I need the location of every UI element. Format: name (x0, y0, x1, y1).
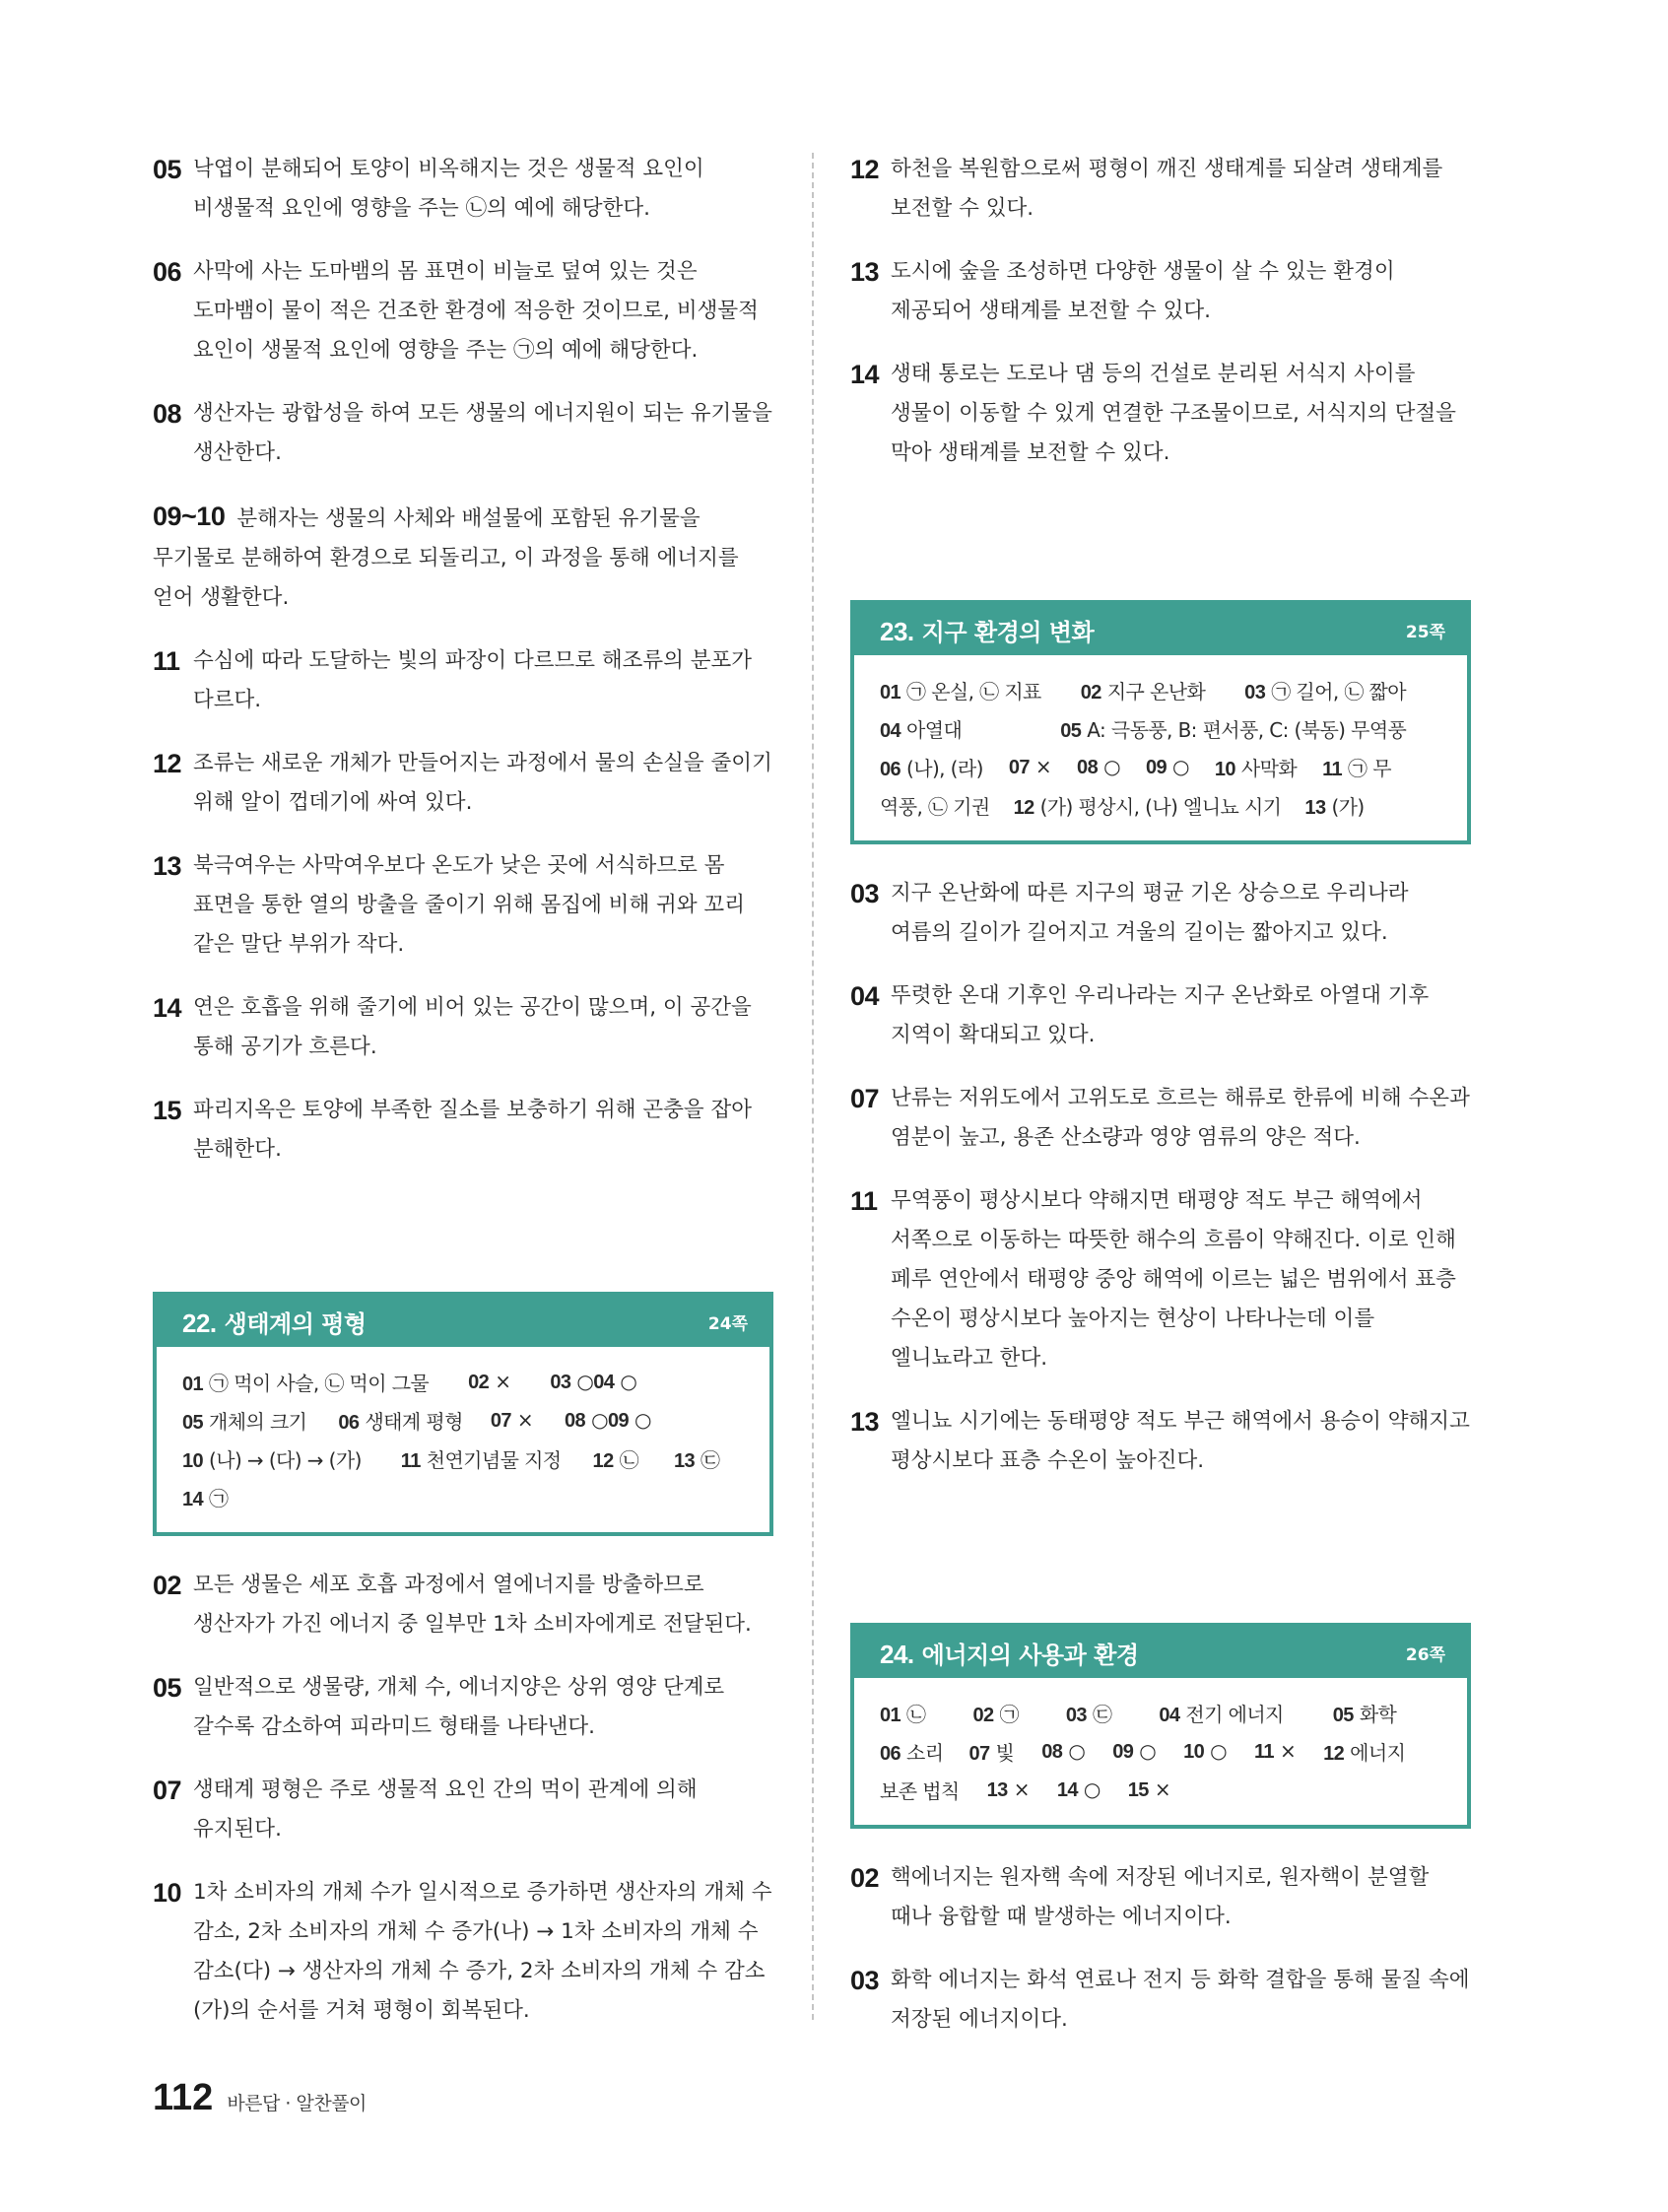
answer-row (182, 1363, 744, 1401)
answer-text: 아열대 (906, 718, 963, 742)
answer-text: ㉢ (1092, 1703, 1112, 1726)
answer-text: (가) 평상시, (나) 엘니뇨 시기 (1039, 795, 1282, 819)
item-text: 생태 통로는 도로나 댐 등의 건설로 분리된 서식지 사이를 생물이 이동할 수 있게 연결한 구조물이므로, 서식지의 단절을 막아 생태계를 보전할 수 있다. (891, 362, 1456, 465)
explanation-item (850, 150, 1471, 229)
answer-text: 보존 법칙 (880, 1779, 960, 1803)
answer-number: 12 (1323, 1743, 1345, 1765)
answer-cell (1304, 791, 1364, 820)
answer-box-body (157, 1347, 769, 1532)
right-column (850, 150, 1471, 2063)
answer-text: ○ (591, 1408, 608, 1432)
item-text: 생태계 평형은 주로 생물적 요인 간의 먹이 관계에 의해 유지된다. (193, 1777, 698, 1842)
answer-box-header (854, 604, 1467, 655)
answer-cell (593, 1370, 636, 1394)
answer-cell (182, 1483, 228, 1511)
answer-number: 08 (1077, 757, 1099, 778)
item-number: 07 (153, 1776, 182, 1805)
answer-text: ○ (1139, 1739, 1157, 1763)
item-number: 13 (850, 1407, 880, 1437)
page-number: 112 (153, 2077, 214, 2118)
answer-number: 05 (182, 1412, 204, 1434)
answer-number: 13 (986, 1779, 1008, 1801)
item-number: 12 (850, 155, 880, 184)
explanations-list (153, 1566, 773, 2031)
answer-cell (182, 1368, 429, 1396)
item-number: 13 (850, 257, 880, 287)
item-number: 14 (850, 360, 880, 389)
item-number: 08 (153, 399, 182, 429)
explanations-list (850, 150, 1471, 473)
answer-text: ○ (576, 1370, 594, 1393)
item-text: 엘니뇨 시기에는 동태평양 적도 부근 해역에서 용승이 약해지고 평상시보다 표층 수온이 높아진다. (891, 1409, 1470, 1473)
item-text: 1차 소비자의 개체 수가 일시적으로 증가하면 생산자의 개체 수 감소, 2차 소비자의 개체 수 증가(나) → 1차 소비자의 개체 수 감소(다) → 생산자의 개체 수 증가, 2차 소비자의 개체 수 감소(가)의 순서를 거쳐 평형이 회복된다. (193, 1880, 772, 2023)
answer-box-header (854, 1627, 1467, 1678)
answer-box-body (854, 1678, 1467, 1825)
answer-cell (880, 714, 962, 743)
explanations-list (153, 150, 773, 1170)
answer-number: 02 (972, 1705, 994, 1726)
explanation-item (850, 1079, 1471, 1158)
answer-box-title: 22. 생태계의 평형 (182, 1307, 367, 1338)
answer-number: 01 (880, 1705, 901, 1726)
item-text: 모든 생물은 세포 호흡 과정에서 열에너지를 방출하므로 생산자가 가진 에너지 중 일부만 1차 소비자에게로 전달된다. (193, 1573, 752, 1637)
answer-number: 11 (1322, 759, 1343, 780)
answer-cell (182, 1406, 306, 1435)
answer-number: 12 (592, 1450, 614, 1472)
explanation-item (153, 988, 773, 1067)
left-column (153, 150, 773, 2054)
item-text: 낙엽이 분해되어 토양이 비옥해지는 것은 생물적 요인이 비생물적 요인에 영향을 주는 ㉡의 예에 해당한다. (193, 157, 704, 221)
column-divider (812, 153, 814, 2020)
answer-cell (1254, 1739, 1296, 1764)
explanation-item (850, 1402, 1471, 1481)
item-text: 분해자는 생물의 사체와 배설물에 포함된 유기물을 무기물로 분해하여 환경으로 되돌리고, 이 과정을 통해 에너지를 얻어 생활한다. (153, 506, 739, 610)
answer-text: (나) → (다) → (가) (209, 1448, 362, 1472)
answer-text: 빛 (995, 1741, 1015, 1765)
answer-number: 09 (1145, 757, 1167, 778)
explanation-item (153, 641, 773, 720)
answer-text: ○ (1083, 1777, 1101, 1801)
explanation-item (850, 874, 1471, 953)
item-text: 북극여우는 사막여우보다 온도가 낮은 곳에 서식하므로 몸 표면을 통한 열의 방출을 줄이기 위해 몸집에 비해 귀와 꼬리 같은 말단 부위가 작다. (193, 853, 745, 957)
answer-row (182, 1478, 744, 1516)
item-number: 11 (850, 1186, 878, 1216)
answer-number: 04 (880, 720, 901, 742)
answer-number: 02 (468, 1372, 490, 1393)
answer-text: × (1154, 1777, 1170, 1801)
answer-number: 13 (674, 1450, 696, 1472)
item-text: 생산자는 광합성을 하여 모든 생물의 에너지원이 되는 유기물을 생산한다. (193, 401, 772, 465)
item-number: 03 (850, 879, 880, 908)
answer-cell (550, 1370, 593, 1394)
answer-cell (1077, 755, 1120, 779)
explanation-item (153, 150, 773, 229)
page-footer (153, 2077, 367, 2119)
item-number: 14 (153, 993, 182, 1023)
answer-text: ㉡ (906, 1703, 926, 1726)
item-number: 15 (153, 1096, 182, 1125)
answer-text: × (1013, 1777, 1030, 1801)
explanations-list (850, 1858, 1471, 2040)
answer-number: 06 (880, 1743, 901, 1765)
item-text: 연은 호흡을 위해 줄기에 비어 있는 공간이 많으며, 이 공간을 통해 공기가 흐른다. (193, 995, 752, 1059)
answer-cell (1128, 1777, 1170, 1802)
explanation-item (850, 252, 1471, 331)
answer-cell (1009, 755, 1051, 779)
answer-number: 01 (182, 1374, 204, 1395)
item-text: 일반적으로 생물량, 개체 수, 에너지양은 상위 영양 단계로 갈수록 감소하여 피라미드 형태를 나타낸다. (193, 1675, 725, 1739)
answer-number: 13 (1304, 797, 1326, 819)
answer-number: 09 (1112, 1741, 1134, 1763)
item-text: 핵에너지는 원자핵 속에 저장된 에너지로, 원자핵이 분열할 때나 융합할 때 발생하는 에너지이다. (891, 1865, 1430, 1929)
answer-number: 07 (490, 1410, 511, 1432)
answer-cell (880, 791, 990, 820)
answer-box-22 (153, 1292, 773, 1536)
explanation-item (153, 1873, 773, 2031)
item-number: 06 (153, 257, 182, 287)
answer-text: 에너지 (1350, 1741, 1406, 1765)
answer-cell (565, 1408, 608, 1433)
answer-cell (1146, 755, 1189, 779)
answer-cell (987, 1777, 1030, 1802)
answer-box-page: 24쪽 (707, 1313, 748, 1334)
answer-cell (880, 1699, 925, 1727)
answer-cell (1333, 1699, 1397, 1727)
item-text: 도시에 숲을 조성하면 다양한 생물이 살 수 있는 환경이 제공되어 생태계를 보전할 수 있다. (891, 259, 1395, 323)
item-text: 파리지옥은 토양에 부족한 질소를 보충하기 위해 곤충을 잡아 분해한다. (193, 1098, 753, 1162)
answer-cell (1112, 1739, 1156, 1764)
answer-number: 14 (1056, 1779, 1078, 1801)
explanation-item (153, 1668, 773, 1747)
answer-cell (401, 1444, 562, 1473)
answer-number: 06 (880, 759, 901, 780)
item-number: 02 (153, 1571, 182, 1600)
answer-cell (880, 753, 983, 781)
answer-cell (1323, 1737, 1405, 1766)
item-number: 13 (153, 851, 182, 881)
item-text: 뚜렷한 온대 기후인 우리나라는 지구 온난화로 아열대 기후 지역이 확대되고 있다. (891, 983, 1430, 1047)
answer-cell (880, 1776, 960, 1804)
item-number: 11 (153, 646, 180, 676)
explanation-item (153, 744, 773, 823)
item-number: 04 (850, 981, 880, 1011)
answer-text: × (495, 1370, 511, 1393)
answer-text: 소리 (906, 1741, 944, 1765)
answer-cell (880, 1737, 944, 1766)
answer-row (182, 1440, 744, 1478)
item-text: 수심에 따라 도달하는 빛의 파장이 다르므로 해조류의 분포가 다르다. (193, 648, 753, 712)
item-number: 12 (153, 749, 182, 778)
answer-text: ○ (1210, 1739, 1227, 1763)
answer-cell (969, 1737, 1015, 1766)
answer-text: × (1279, 1739, 1297, 1763)
answer-text: × (516, 1408, 534, 1432)
footer-label: 바른답 · 알찬풀이 (227, 2093, 367, 2114)
answer-box-title: 23. 지구 환경의 변화 (880, 616, 1095, 646)
answer-row (880, 1771, 1441, 1809)
answer-box-header (157, 1296, 769, 1347)
answer-cell (1041, 1739, 1085, 1764)
answer-text: 전기 에너지 (1185, 1703, 1284, 1726)
answer-row (880, 1694, 1441, 1732)
answer-text: ○ (1103, 755, 1120, 778)
answer-number: 11 (400, 1450, 421, 1472)
answer-cell (1060, 714, 1406, 743)
answer-box-24 (850, 1623, 1471, 1829)
answer-box-body (854, 655, 1467, 840)
answer-number: 02 (1080, 682, 1101, 704)
item-number: 09~10 (153, 502, 226, 531)
answer-cell (338, 1406, 462, 1435)
answer-text: A: 극동풍, B: 편서풍, C: (북동) 무역풍 (1087, 718, 1407, 742)
answer-box-23 (850, 600, 1471, 844)
item-number: 07 (850, 1084, 880, 1113)
answer-number: 07 (1008, 757, 1030, 778)
item-number: 05 (153, 1673, 182, 1703)
answer-cell (491, 1408, 533, 1433)
answer-text: 역풍, ㉡ 기권 (880, 795, 990, 819)
answer-number: 03 (1065, 1705, 1087, 1726)
answer-number: 01 (880, 682, 901, 704)
answer-text: (가) (1331, 795, 1365, 819)
item-text: 조류는 새로운 개체가 만들어지는 과정에서 물의 손실을 줄이기 위해 알이 껍데기에 싸여 있다. (193, 751, 772, 815)
answer-box-page: 26쪽 (1405, 1644, 1445, 1665)
explanation-item (153, 846, 773, 965)
answer-row (880, 748, 1441, 786)
answer-number: 05 (1060, 720, 1082, 742)
answer-text: 개체의 크기 (209, 1410, 307, 1434)
answer-text: 화학 (1359, 1703, 1397, 1726)
answer-number: 08 (565, 1410, 586, 1432)
answer-number: 07 (968, 1743, 990, 1765)
explanation-item (153, 497, 773, 618)
answer-text: ㉠ (209, 1487, 229, 1510)
answer-number: 10 (1214, 759, 1235, 780)
item-number: 03 (850, 1966, 880, 1995)
explanation-item (850, 1181, 1471, 1378)
answer-text: 생태계 평형 (365, 1410, 463, 1434)
answer-number: 05 (1332, 1705, 1354, 1726)
answer-text: 사막화 (1240, 757, 1298, 780)
explanation-item (850, 1858, 1471, 1937)
answer-cell (468, 1370, 510, 1394)
answer-row (880, 671, 1441, 709)
item-text: 사막에 사는 도마뱀의 몸 표면이 비늘로 덮여 있는 것은 도마뱀이 물이 적은 건조한 환경에 적응한 것이므로, 비생물적 요인이 생물적 요인에 영향을 주는 ㉠의 예에 해당한다. (193, 259, 759, 363)
answer-text: 지구 온난화 (1106, 680, 1206, 704)
answer-cell (1081, 676, 1205, 704)
answer-text: ㉢ (701, 1448, 720, 1472)
explanations-list (850, 874, 1471, 1481)
answer-number: 12 (1013, 797, 1034, 819)
item-number: 10 (153, 1878, 182, 1908)
answer-number: 10 (182, 1450, 204, 1472)
answer-number: 11 (1254, 1741, 1274, 1763)
answer-text: ○ (1172, 755, 1189, 778)
answer-number: 04 (593, 1372, 615, 1393)
answer-cell (1322, 753, 1391, 781)
explanation-item (153, 1771, 773, 1849)
explanation-item (850, 976, 1471, 1055)
answer-cell (1057, 1777, 1101, 1802)
explanation-item (850, 355, 1471, 473)
answer-row (880, 1732, 1441, 1771)
answer-text: (나), (라) (906, 757, 983, 780)
answer-cell (1244, 676, 1406, 704)
explanation-item (153, 1566, 773, 1644)
answer-cell (182, 1444, 362, 1473)
explanation-item (153, 394, 773, 473)
item-text: 하천을 복원함으로써 평형이 깨진 생태계를 되살려 생태계를 보전할 수 있다. (891, 157, 1443, 221)
answer-number: 09 (607, 1410, 629, 1432)
answer-cell (1159, 1699, 1283, 1727)
answer-box-page: 25쪽 (1405, 622, 1445, 642)
answer-cell (593, 1444, 638, 1473)
item-text: 무역풍이 평상시보다 약해지면 태평양 적도 부근 해역에서 서쪽으로 이동하는 따뜻한 해수의 흐름이 약해진다. 이로 인해 페루 연안에서 태평양 중앙 해역에 이르는 넓은 범위에서 표층 수온이 평상시보다 높아지는 현상이 나타나는데 이를 엘니뇨라고 한다. (891, 1188, 1456, 1371)
answer-text: ㉠ 무 (1348, 757, 1391, 780)
answer-cell (608, 1408, 651, 1433)
answer-number: 15 (1127, 1779, 1149, 1801)
item-number: 02 (850, 1863, 880, 1893)
explanation-item (153, 1091, 773, 1170)
answer-text: ㉠ 길어, ㉡ 짧아 (1271, 680, 1406, 704)
answer-text: 천연기념물 지정 (426, 1448, 562, 1472)
answer-number: 08 (1041, 1741, 1063, 1763)
answer-text: ㉡ (619, 1448, 638, 1472)
answer-box-title: 24. 에너지의 사용과 환경 (880, 1639, 1139, 1669)
answer-cell (1183, 1739, 1227, 1764)
explanation-item (153, 252, 773, 370)
explanation-item (850, 1961, 1471, 2040)
answer-number: 10 (1183, 1741, 1205, 1763)
answer-number: 06 (338, 1412, 360, 1434)
answer-row (880, 709, 1441, 748)
answer-text: ○ (620, 1370, 637, 1393)
answer-cell (674, 1444, 719, 1473)
item-text: 지구 온난화에 따른 지구의 평균 기온 상승으로 우리나라 여름의 길이가 길어지고 겨울의 길이는 짧아지고 있다. (891, 881, 1409, 945)
answer-text: ○ (1068, 1739, 1086, 1763)
answer-text: ㉠ (999, 1703, 1019, 1726)
answer-cell (880, 676, 1041, 704)
answer-cell (1215, 753, 1297, 781)
answer-cell (1014, 791, 1282, 820)
answer-cell (972, 1699, 1018, 1727)
answer-number: 03 (1244, 682, 1266, 704)
answer-row (182, 1401, 744, 1440)
item-text: 화학 에너지는 화석 연료나 전지 등 화학 결합을 통해 물질 속에 저장된 에너지이다. (891, 1968, 1470, 2032)
answer-number: 03 (550, 1372, 571, 1393)
item-number: 05 (153, 155, 182, 184)
answer-text: ○ (634, 1408, 651, 1432)
answer-row (880, 786, 1441, 825)
answer-cell (1066, 1699, 1111, 1727)
answer-number: 04 (1159, 1705, 1180, 1726)
answer-text: ㉠ 온실, ㉡ 지표 (906, 680, 1041, 704)
answer-number: 14 (182, 1489, 204, 1510)
item-text: 난류는 저위도에서 고위도로 흐르는 해류로 한류에 비해 수온과 염분이 높고, 용존 산소량과 영양 염류의 양은 적다. (891, 1086, 1470, 1150)
answer-text: × (1034, 755, 1052, 778)
answer-text: ㉠ 먹이 사슬, ㉡ 먹이 그물 (209, 1372, 430, 1395)
